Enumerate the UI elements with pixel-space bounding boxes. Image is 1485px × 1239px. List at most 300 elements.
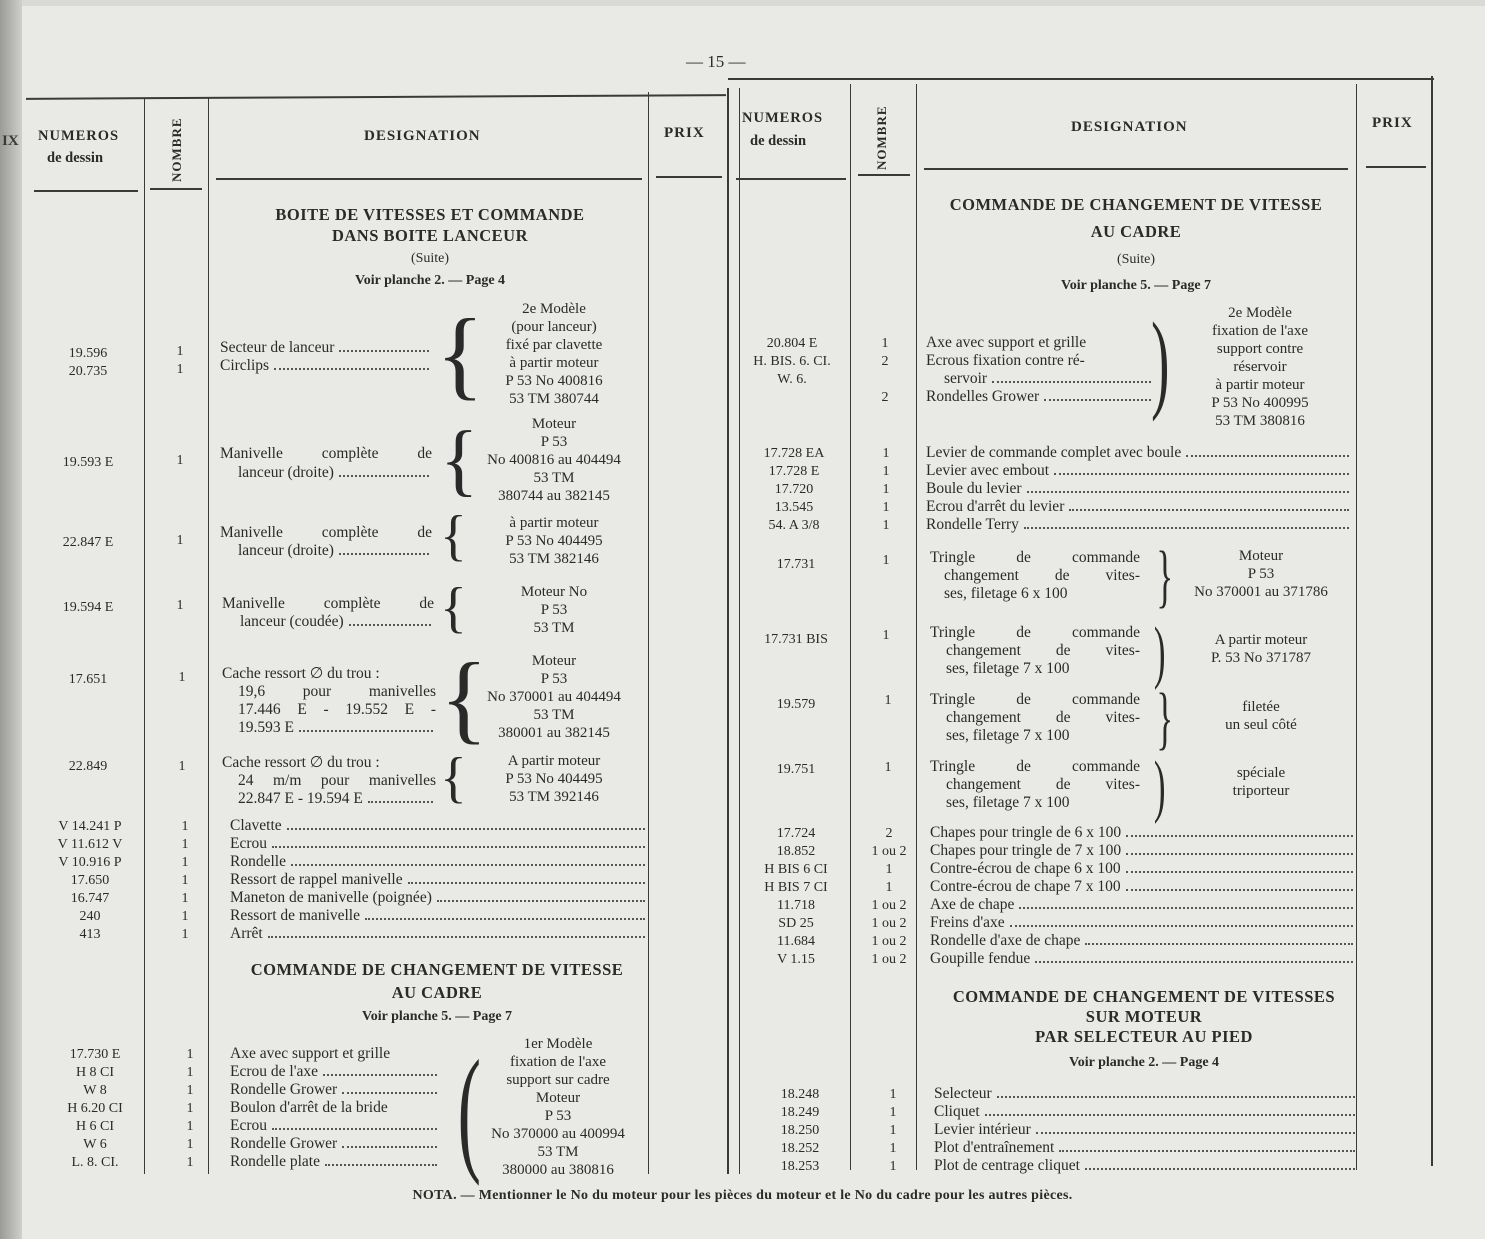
part-count: 1 bbox=[884, 693, 892, 708]
part-count: 1 bbox=[176, 453, 184, 468]
part-count: 1 bbox=[186, 1137, 194, 1152]
table-row bbox=[40, 1135, 440, 1153]
brace-glyph: { bbox=[440, 416, 479, 504]
leader-dots bbox=[1069, 509, 1349, 511]
part-count: 2 bbox=[885, 826, 893, 841]
part-number: 17.731 bbox=[776, 557, 816, 572]
leader-dots bbox=[1085, 1168, 1355, 1170]
leader-dots bbox=[1036, 1132, 1355, 1134]
part-count: 1 ou 2 bbox=[871, 934, 907, 949]
center-divider-2 bbox=[739, 88, 740, 1174]
part-number: 19.594 E bbox=[62, 600, 114, 615]
part-count: 1 bbox=[181, 855, 189, 870]
part-count: 1 bbox=[885, 862, 893, 877]
part-designation: Freins d'axe bbox=[930, 914, 1005, 931]
left-header-rule-des bbox=[216, 178, 642, 180]
part-designation: changement de vites- bbox=[946, 642, 1140, 659]
right-parts-list-3 bbox=[740, 1085, 1358, 1175]
brace-glyph: { bbox=[440, 642, 488, 753]
part-count: 2 bbox=[881, 390, 889, 405]
right-col-line-1 bbox=[850, 84, 851, 1170]
part-designation: Rondelles Grower bbox=[926, 388, 1040, 405]
leader-dots bbox=[1019, 907, 1353, 909]
part-number: 18.252 bbox=[780, 1141, 820, 1156]
right-header-numeros: NUMEROS bbox=[742, 110, 824, 126]
table-row bbox=[734, 498, 1352, 516]
part-count: 2 bbox=[881, 354, 889, 369]
part-number: 54. A 3/8 bbox=[768, 518, 820, 533]
leader-dots bbox=[408, 882, 645, 884]
part-designation: Goupille fendue bbox=[930, 950, 1031, 967]
part-designation: Cache ressort ∅ du trou : bbox=[222, 754, 380, 771]
part-designation: Ressort de manivelle bbox=[230, 907, 360, 924]
part-number: W 6 bbox=[83, 1137, 107, 1152]
table-row bbox=[40, 907, 648, 925]
part-number: V 11.612 V bbox=[57, 837, 123, 852]
table-row bbox=[734, 480, 1352, 498]
note-line: 1er Modèle bbox=[523, 1036, 593, 1052]
part-count: 1 ou 2 bbox=[871, 952, 907, 967]
left-parts-list-1 bbox=[40, 817, 648, 943]
part-number: 17.728 EA bbox=[763, 446, 825, 461]
part-designation: Cache ressort ∅ du trou : bbox=[222, 665, 380, 682]
leader-dots bbox=[1027, 491, 1349, 493]
part-designation: Levier avec embout bbox=[926, 462, 1050, 479]
table-row bbox=[734, 334, 1154, 352]
note-line: 380744 au 382145 bbox=[498, 488, 610, 504]
note-line: Moteur bbox=[531, 416, 577, 432]
part-designation: Tringle de commande bbox=[930, 758, 1140, 775]
right-header-rule-nombre bbox=[858, 174, 910, 176]
part-number: H BIS 6 CI bbox=[764, 862, 828, 877]
table-row bbox=[740, 1139, 1358, 1157]
part-designation: ses, filetage 7 x 100 bbox=[946, 794, 1070, 811]
right-header-nombre: NOMBRE bbox=[874, 105, 889, 170]
part-count: 1 bbox=[181, 891, 189, 906]
part-designation: Arrêt bbox=[230, 925, 263, 942]
part-designation: Boule du levier bbox=[926, 480, 1022, 497]
table-row bbox=[734, 444, 1352, 462]
part-designation: Tringle de commande bbox=[930, 549, 1140, 566]
part-designation: Chapes pour tringle de 6 x 100 bbox=[930, 824, 1122, 841]
right-section1-voir: Voir planche 5. — Page 7 bbox=[1060, 278, 1212, 293]
part-count: 1 bbox=[181, 927, 189, 942]
note-line: 380001 au 382145 bbox=[498, 725, 610, 741]
part-number: 22.849 bbox=[68, 759, 108, 774]
page-number: — 15 — bbox=[686, 52, 746, 71]
right-section1-title1: COMMANDE DE CHANGEMENT DE VITESSE bbox=[949, 195, 1323, 214]
left-header-nombre: NOMBRE bbox=[169, 117, 184, 182]
part-designation: Axe avec support et grille bbox=[926, 334, 1087, 351]
right-section2-title2: SUR MOTEUR bbox=[1085, 1007, 1203, 1026]
model-note bbox=[464, 583, 644, 637]
part-designation: Contre-écrou de chape 7 x 100 bbox=[930, 878, 1121, 895]
brace-glyph: ) bbox=[1151, 300, 1170, 422]
note-line: Moteur No bbox=[520, 584, 588, 600]
part-number: 20.804 E bbox=[766, 336, 818, 351]
table-row bbox=[736, 932, 1356, 950]
leader-dots bbox=[339, 350, 429, 352]
right-parts-list-1 bbox=[734, 444, 1352, 534]
part-number: 17.720 bbox=[774, 482, 814, 497]
leader-dots bbox=[299, 730, 433, 732]
brace-glyph: } bbox=[1156, 680, 1174, 757]
part-number: W 8 bbox=[83, 1083, 107, 1098]
model-note bbox=[1170, 547, 1352, 601]
note-line: P 53 bbox=[1247, 566, 1275, 582]
table-row bbox=[734, 516, 1352, 534]
note-line: fixation de l'axe bbox=[1212, 323, 1308, 339]
part-designation-row bbox=[220, 357, 432, 375]
right-section2-voir: Voir planche 2. — Page 4 bbox=[1068, 1055, 1220, 1070]
top-rule-right bbox=[728, 78, 1434, 80]
part-count: 1 bbox=[178, 670, 186, 685]
note-line: Moteur bbox=[1238, 548, 1284, 564]
part-designation: lanceur (droite) bbox=[238, 464, 334, 481]
right-header-prix: PRIX bbox=[1372, 115, 1413, 131]
note-line: filetée bbox=[1242, 699, 1280, 715]
table-row bbox=[40, 1045, 440, 1063]
table-row bbox=[740, 1157, 1358, 1175]
left-section1-suite: (Suite) bbox=[410, 251, 450, 266]
part-count: 1 bbox=[885, 880, 893, 895]
part-count: 1 bbox=[889, 1123, 897, 1138]
part-number: V 14.241 P bbox=[58, 819, 122, 834]
leader-dots bbox=[1126, 853, 1353, 855]
part-number: 11.684 bbox=[777, 934, 815, 949]
table-row bbox=[734, 462, 1352, 480]
table-row bbox=[734, 388, 1154, 406]
part-designation: Chapes pour tringle de 7 x 100 bbox=[930, 842, 1122, 859]
leader-dots bbox=[1054, 473, 1349, 475]
table-row bbox=[734, 352, 1154, 370]
right-parts-group-1 bbox=[734, 334, 1154, 406]
part-designation: Axe avec support et grille bbox=[230, 1045, 391, 1062]
note-line: Moteur bbox=[535, 1090, 581, 1106]
left-section1-title2: DANS BOITE LANCEUR bbox=[331, 226, 529, 245]
leader-dots bbox=[1010, 925, 1353, 927]
part-designation: ses, filetage 6 x 100 bbox=[944, 585, 1068, 602]
right-header-rule-num bbox=[736, 178, 846, 180]
part-designation: Axe de chape bbox=[930, 896, 1015, 913]
part-number: 22.847 E bbox=[62, 535, 114, 550]
note-line: fixation de l'axe bbox=[510, 1054, 606, 1070]
part-designation: Secteur de lanceur bbox=[220, 339, 335, 356]
part-designation: Clavette bbox=[230, 817, 282, 834]
part-number: 17.724 bbox=[776, 826, 816, 841]
leader-dots bbox=[339, 553, 429, 555]
part-designation: Levier de commande complet avec boule bbox=[926, 444, 1182, 461]
table-row bbox=[736, 860, 1356, 878]
leader-dots bbox=[272, 1128, 437, 1130]
part-number: 13.545 bbox=[774, 500, 814, 515]
part-number: 18.253 bbox=[780, 1159, 820, 1174]
leader-dots bbox=[992, 381, 1151, 383]
part-designation: 17.446 E - 19.552 E - bbox=[238, 701, 436, 718]
part-number: 20.735 bbox=[68, 364, 108, 379]
table-row bbox=[40, 889, 648, 907]
center-divider bbox=[727, 88, 729, 1174]
leader-dots bbox=[1126, 835, 1353, 837]
brace-glyph: ( bbox=[457, 1032, 481, 1187]
leader-dots bbox=[1126, 871, 1353, 873]
part-count: 1 bbox=[882, 518, 890, 533]
leader-dots bbox=[342, 1092, 437, 1094]
model-note bbox=[1170, 764, 1352, 800]
note-line: 2e Modèle bbox=[522, 301, 586, 317]
left-header-rule-prix bbox=[656, 176, 722, 178]
note-line: 53 TM 380744 bbox=[509, 391, 599, 407]
part-designation: Rondelle plate bbox=[230, 1153, 320, 1170]
note-line: Moteur bbox=[531, 653, 577, 669]
model-note bbox=[464, 514, 644, 568]
part-number: 16.747 bbox=[70, 891, 110, 906]
part-designation: Ressort de rappel manivelle bbox=[230, 871, 403, 888]
leader-dots bbox=[1044, 399, 1151, 401]
part-number: 17.650 bbox=[70, 873, 110, 888]
part-designation: Contre-écrou de chape 6 x 100 bbox=[930, 860, 1121, 877]
part-designation: Rondelle d'axe de chape bbox=[930, 932, 1081, 949]
part-count: 1 bbox=[889, 1105, 897, 1120]
note-line: 53 TM bbox=[533, 620, 575, 636]
left-header-designation: DESIGNATION bbox=[364, 128, 481, 144]
table-row bbox=[740, 1103, 1358, 1121]
part-number: 19.593 E bbox=[62, 455, 114, 470]
note-line: P 53 bbox=[540, 671, 568, 687]
leader-dots bbox=[339, 475, 429, 477]
part-count: 1 bbox=[186, 1083, 194, 1098]
left-header-prix: PRIX bbox=[664, 125, 705, 141]
table-row bbox=[734, 370, 1154, 388]
model-note bbox=[464, 752, 644, 806]
part-count: 1 bbox=[882, 628, 890, 643]
note-line: P 53 No 400816 bbox=[505, 373, 603, 389]
leader-dots bbox=[1126, 889, 1353, 891]
part-designation: Ecrous fixation contre ré- bbox=[926, 352, 1085, 369]
part-designation: Rondelle Grower bbox=[230, 1135, 338, 1152]
note-line: spéciale bbox=[1236, 765, 1286, 781]
part-designation-row bbox=[220, 339, 432, 357]
note-line: P 53 bbox=[540, 602, 568, 618]
part-number: V 1.15 bbox=[777, 952, 815, 967]
note-line: support sur cadre bbox=[506, 1072, 610, 1088]
left-section1-title1: BOITE DE VITESSES ET COMMANDE bbox=[275, 205, 585, 224]
table-row bbox=[736, 878, 1356, 896]
right-section2-title3: PAR SELECTEUR AU PIED bbox=[1035, 1027, 1253, 1046]
note-line: support contre bbox=[1216, 341, 1304, 357]
note-line: 53 TM 382146 bbox=[509, 551, 599, 567]
left-header-rule-num bbox=[34, 190, 138, 192]
table-row bbox=[40, 1117, 440, 1135]
part-count: 1 bbox=[181, 873, 189, 888]
part-designation: Rondelle bbox=[230, 853, 286, 870]
model-note bbox=[464, 300, 644, 408]
left-header-de-dessin: de dessin bbox=[47, 150, 104, 166]
table-row bbox=[40, 1153, 440, 1171]
leader-dots bbox=[272, 846, 645, 848]
part-number: 17.730 E bbox=[69, 1047, 121, 1062]
note-line: 53 TM 380816 bbox=[1215, 413, 1305, 429]
part-designation: 19.593 E bbox=[238, 719, 294, 736]
part-designation: Manivelle complète de bbox=[220, 524, 432, 541]
part-count: 1 bbox=[186, 1101, 194, 1116]
note-line: 53 TM bbox=[533, 470, 575, 486]
part-count: 1 ou 2 bbox=[871, 916, 907, 931]
left-parts-list-2 bbox=[40, 1045, 440, 1171]
leader-dots bbox=[287, 828, 645, 830]
part-number: 17.728 E bbox=[768, 464, 820, 479]
model-note bbox=[464, 652, 644, 742]
part-designation: Ecrou de l'axe bbox=[230, 1063, 318, 1080]
model-note bbox=[1170, 698, 1352, 734]
leader-dots bbox=[437, 900, 645, 902]
book-spine bbox=[0, 0, 22, 1239]
part-count: 1 bbox=[181, 837, 189, 852]
note-line: à partir moteur bbox=[509, 515, 599, 531]
note-line: P 53 No 404495 bbox=[505, 771, 603, 787]
part-count: 1 bbox=[882, 500, 890, 515]
part-number: H 6 CI bbox=[75, 1119, 115, 1134]
part-number: H BIS 7 CI bbox=[764, 880, 828, 895]
part-count: 1 bbox=[889, 1159, 897, 1174]
table-row bbox=[40, 835, 648, 853]
leader-dots bbox=[274, 368, 429, 370]
part-count: 1 bbox=[186, 1155, 194, 1170]
right-header-rule-des bbox=[924, 168, 1348, 170]
part-number: SD 25 bbox=[778, 916, 814, 931]
part-count: 1 bbox=[181, 909, 189, 924]
part-designation: Manivelle complète de bbox=[220, 445, 432, 462]
part-designation: Selecteur bbox=[934, 1085, 992, 1102]
leader-dots bbox=[323, 1074, 437, 1076]
part-designation: changement de vites- bbox=[944, 567, 1140, 584]
part-count: 1 bbox=[181, 819, 189, 834]
note-line: 2e Modèle bbox=[1228, 305, 1292, 321]
left-section2-voir: Voir planche 5. — Page 7 bbox=[361, 1009, 513, 1024]
table-row bbox=[736, 896, 1356, 914]
table-row bbox=[40, 1099, 440, 1117]
note-line: fixé par clavette bbox=[505, 337, 603, 353]
note-line: No 400816 au 404494 bbox=[487, 452, 621, 468]
part-designation: Manivelle complète de bbox=[222, 595, 434, 612]
note-line: 53 TM bbox=[537, 1144, 579, 1160]
note-line: triporteur bbox=[1232, 783, 1290, 799]
part-designation: ses, filetage 7 x 100 bbox=[946, 660, 1070, 677]
table-row bbox=[736, 824, 1356, 842]
leader-dots bbox=[1035, 961, 1353, 963]
table-row bbox=[736, 950, 1356, 968]
part-designation: Plot de centrage cliquet bbox=[934, 1157, 1080, 1174]
leader-dots bbox=[342, 1146, 437, 1148]
model-note bbox=[464, 415, 644, 505]
brace-glyph: ) bbox=[1153, 748, 1166, 825]
note-line: P. 53 No 371787 bbox=[1210, 650, 1311, 666]
note-line: P 53 No 400995 bbox=[1211, 395, 1309, 411]
part-number: H 8 CI bbox=[75, 1065, 115, 1080]
note-line: P 53 bbox=[544, 1108, 572, 1124]
part-count: 1 bbox=[882, 446, 890, 461]
spine-text: IX bbox=[2, 133, 19, 149]
part-number: L. 8. CI. bbox=[71, 1155, 119, 1170]
table-row bbox=[40, 817, 648, 835]
part-designation: lanceur (droite) bbox=[238, 542, 334, 559]
part-number: 240 bbox=[79, 909, 101, 924]
part-designation: 19,6 pour manivelles bbox=[238, 683, 436, 700]
part-count: 1 ou 2 bbox=[871, 898, 907, 913]
part-count: 1 bbox=[882, 553, 890, 568]
part-designation: Circlips bbox=[220, 357, 270, 374]
leader-dots bbox=[1085, 943, 1353, 945]
right-section2-title1: COMMANDE DE CHANGEMENT DE VITESSES bbox=[952, 987, 1336, 1006]
part-designation: changement de vites- bbox=[946, 776, 1140, 793]
part-count: 1 bbox=[884, 760, 892, 775]
leader-dots bbox=[365, 918, 645, 920]
part-count: 1 bbox=[176, 598, 184, 613]
model-note bbox=[1168, 304, 1352, 430]
leader-dots bbox=[349, 624, 431, 626]
part-designation: Plot d'entraînement bbox=[934, 1139, 1055, 1156]
part-number: 17.731 BIS bbox=[764, 632, 828, 647]
right-section1-suite: (Suite) bbox=[1116, 252, 1156, 267]
note-line: à partir moteur bbox=[1215, 377, 1305, 393]
leader-dots bbox=[997, 1096, 1355, 1098]
part-number: H 6.20 CI bbox=[67, 1101, 123, 1116]
note-line: 53 TM 392146 bbox=[509, 789, 599, 805]
brace-glyph: { bbox=[440, 505, 467, 567]
model-note bbox=[1170, 631, 1352, 667]
part-designation: Ecrou d'arrêt du levier bbox=[926, 498, 1065, 515]
part-number: 18.248 bbox=[780, 1087, 820, 1102]
part-number: 19.596 bbox=[68, 346, 108, 361]
part-count: 1 bbox=[178, 759, 186, 774]
brace-glyph: ) bbox=[1153, 614, 1166, 691]
part-count: 1 bbox=[889, 1141, 897, 1156]
note-line: P 53 bbox=[540, 434, 568, 450]
note-line: P 53 No 404495 bbox=[505, 533, 603, 549]
note-line: 380000 au 380816 bbox=[502, 1162, 614, 1178]
left-section2-title1: COMMANDE DE CHANGEMENT DE VITESSE bbox=[250, 960, 624, 979]
leader-dots bbox=[1024, 527, 1349, 529]
table-row bbox=[40, 1081, 440, 1099]
part-count: 1 bbox=[186, 1047, 194, 1062]
part-designation: Rondelle Terry bbox=[926, 516, 1019, 533]
note-line: A partir moteur bbox=[1214, 632, 1308, 648]
table-row bbox=[40, 871, 648, 889]
part-designation: Ecrou bbox=[230, 835, 268, 852]
note-line: No 370000 au 400994 bbox=[491, 1126, 625, 1142]
leader-dots bbox=[985, 1114, 1355, 1116]
part-number: 413 bbox=[79, 927, 101, 942]
note-line: réservoir bbox=[1233, 359, 1287, 375]
brace-glyph: } bbox=[1156, 538, 1174, 615]
part-number: 11.718 bbox=[777, 898, 815, 913]
note-line: à partir moteur bbox=[509, 355, 599, 371]
table-row bbox=[736, 914, 1356, 932]
part-designation: Levier intérieur bbox=[934, 1121, 1031, 1138]
part-number: 18.250 bbox=[780, 1123, 820, 1138]
left-col-line-2 bbox=[208, 98, 209, 1174]
note-line: No 370001 au 404494 bbox=[487, 689, 621, 705]
right-parts-list-2 bbox=[736, 824, 1356, 968]
part-count: 1 bbox=[186, 1065, 194, 1080]
part-count: 1 bbox=[186, 1119, 194, 1134]
right-border bbox=[1431, 76, 1433, 1166]
leader-dots bbox=[1186, 455, 1349, 457]
part-designation: lanceur (coudée) bbox=[240, 613, 344, 630]
part-designation: ses, filetage 7 x 100 bbox=[946, 727, 1070, 744]
table-row bbox=[736, 842, 1356, 860]
part-count: 1 bbox=[889, 1087, 897, 1102]
